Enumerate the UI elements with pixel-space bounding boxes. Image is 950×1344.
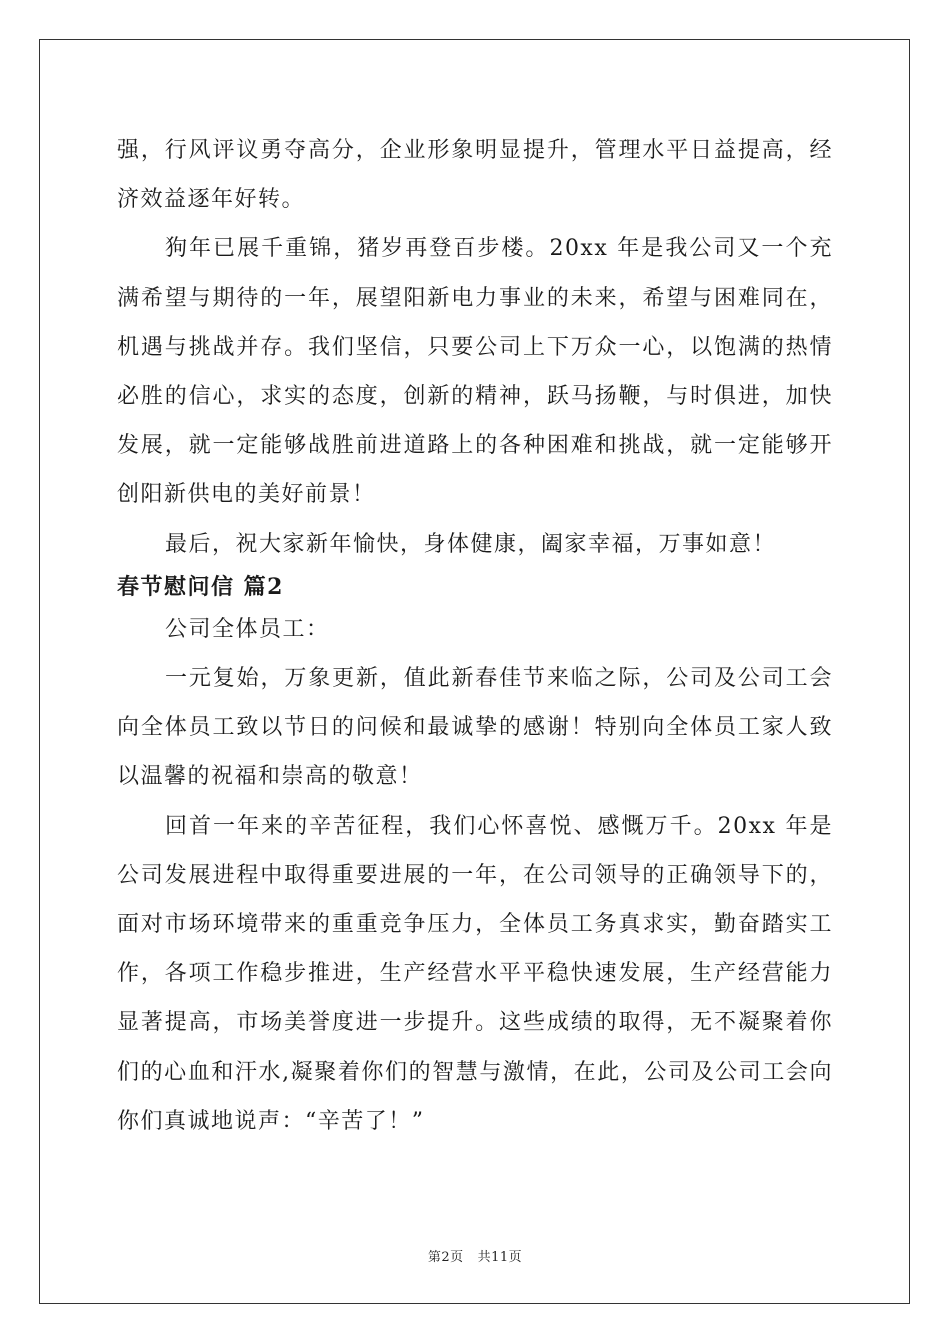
document-body: [117, 126, 833, 1146]
section-heading: 春节慰问信 篇2: [117, 573, 284, 600]
paragraph: 一元复始，万象更新，值此新春佳节来临之际，公司及公司工会向全体员工致以节日的问候和最诚挚的感谢！特别向全体员工家人致以温馨的祝福和崇高的敬意！: [117, 666, 833, 790]
paragraphs-before: [117, 126, 833, 569]
page-number: 第2页: [427, 1250, 464, 1265]
salutation: 公司全体员工：: [165, 616, 330, 642]
page-footer: [0, 1246, 950, 1265]
paragraphs-after: [117, 605, 833, 1146]
paragraph: 狗年已展千重锦，猪岁再登百步楼。20xx 年是我公司又一个充满希望与期待的一年，展望阳新电力事业的未来，希望与困难同在，机遇与挑战并存。我们坚信，只要公司上下万众一心，以饱满的热情必胜的信心，求实的态度，创新的精神，跃马扬鞭，与时俱进，加快发展，就一定能够战胜前进道路上的各种困难和挑战，就一定能够开创阳新供电的美好前景！: [117, 236, 833, 508]
paragraph: 回首一年来的辛苦征程，我们心怀喜悦、感慨万千。20xx 年是公司发展进程中取得重要进展的一年，在公司领导的正确领导下的，面对市场环境带来的重重竞争压力，全体员工务真求实，勤奋踏实工作，各项工作稳步推进，生产经营水平平稳快速发展，生产经营能力显著提高，市场美誉度进一步提升。这些成绩的取得，无不凝聚着你们的心血和汗水,凝聚着你们的智慧与激情，在此，公司及公司工会向你们真诚地说声：“辛苦了！”: [117, 813, 833, 1134]
paragraph: 最后，祝大家新年愉快，身体健康，阖家幸福，万事如意！: [165, 531, 777, 557]
page-total: 共11页: [477, 1250, 523, 1265]
paragraph: 强，行风评议勇夺高分，企业形象明显提升，管理水平日益提高，经济效益逐年好转。: [117, 138, 833, 213]
